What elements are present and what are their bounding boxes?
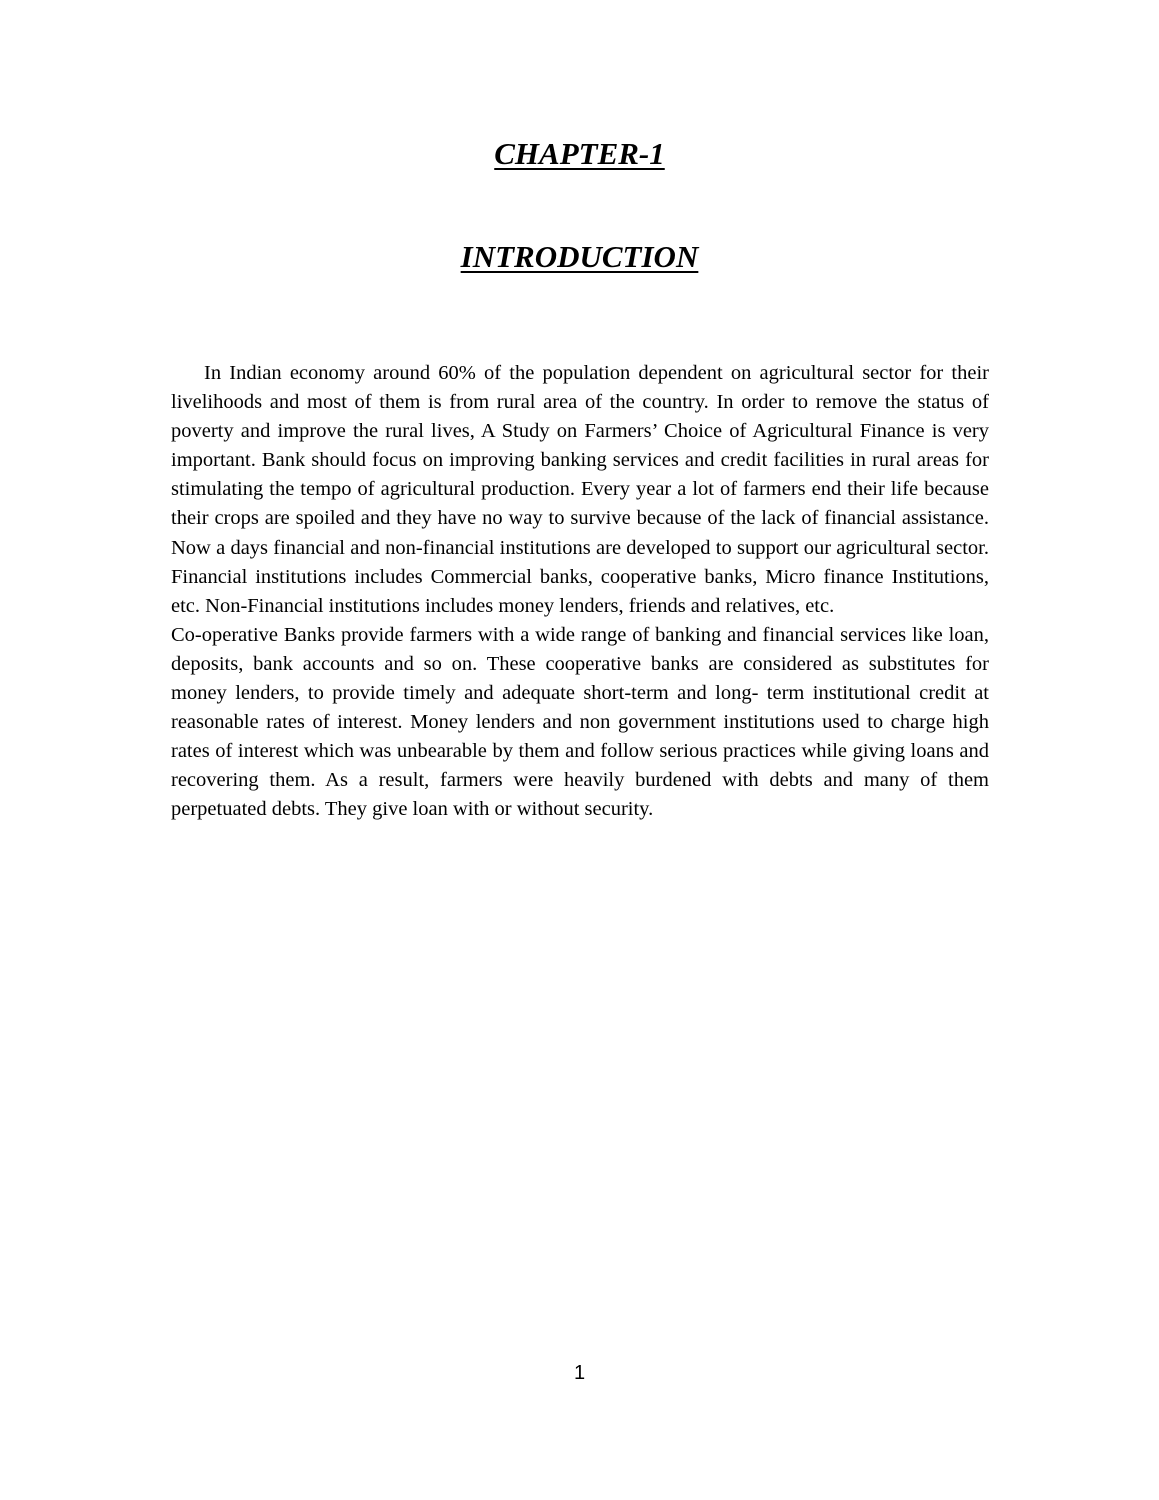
page-number: 1: [573, 1362, 586, 1384]
paragraph-2: Co-operative Banks provide farmers with a wide range of banking and financial services like loan, deposits, bank accounts and so on. These cooperative banks are considered as substitutes for money lenders, to provide timely and adequate short-term and long- term institutional credit at reasonable rates of interest. Money lenders and non government institutions used to charge high rates of interest which was unbearable by them and follow serious practices while giving loans and recovering them. As a result, farmers were heavily burdened with debts and many of them perpetuated debts. They give loan with or without security.: [171, 623, 989, 821]
chapter-title: INTRODUCTION: [460, 239, 699, 274]
chapter-label: CHAPTER-1: [494, 136, 665, 171]
paragraph-1: In Indian economy around 60% of the population dependent on agricultural sector for their livelihoods and most of them is from rural area of the country. In order to remove the status of poverty and improve the rural lives, A Study on Farmers’ Choice of Agricultural Finance is very important. Bank should focus on improving banking services and credit facilities in rural areas for stimulating the tempo of agricultural production. Every year a lot of farmers end their life because their crops are spoiled and they have no way to survive because of the lack of financial assistance. Now a days financial and non-financial institutions are developed to support our agricultural sector. Financial institutions includes Commercial banks, cooperative banks, Micro finance Institutions, etc. Non-Financial institutions includes money lenders, friends and relatives, etc.: [171, 362, 989, 617]
body-text: [171, 359, 989, 825]
